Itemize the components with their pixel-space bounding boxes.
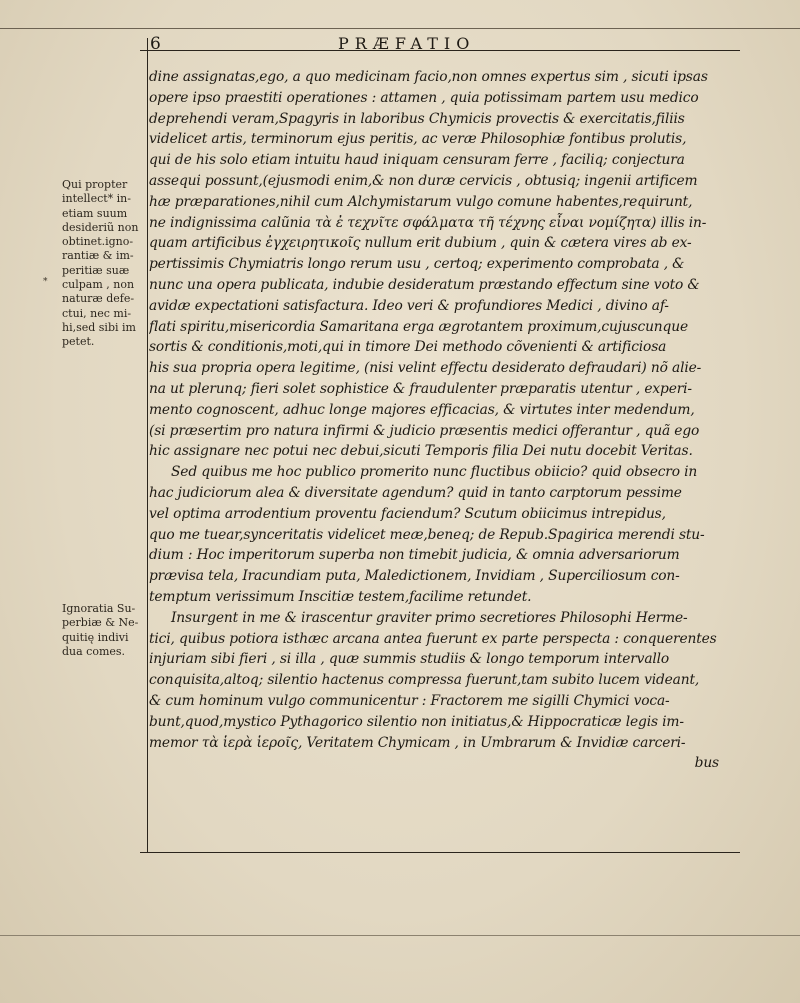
text-line: assequi possunt,(ejusmodi enim,& non duræ cervicis , obtusiq; ingenii artificem <box>149 172 698 189</box>
text-line: memor τὰ ἱερὰ ἱεροῖς, Veritatem Chymicam , in Umbrarum & Invidiæ carceri- <box>149 734 686 751</box>
text-line: ne indignissima calũnia τὰ ἐ τεχνῖτε σφάλματα τῆ τέχνης εἶναι νομίζητα) illis in- <box>149 214 707 231</box>
text-line: conquisita,altoq; silentio hactenus compressa fuerunt,tam subito lucem videant, <box>149 672 700 689</box>
text-line: qui de his solo etiam intuitu haud iniquam censuram ferre , faciliq; conjectura <box>149 152 685 169</box>
margin-note-line: etiam suum <box>62 206 128 220</box>
margin-note-line: rantiæ & im- <box>62 249 134 263</box>
text-line: injuriam sibi fieri , si illa , quæ summis studiis & longo temporum intervallo <box>149 651 670 668</box>
text-line: tici, quibus potiora isthæc arcana antea fuerunt ex parte perspecta : conquerentes <box>149 630 717 647</box>
text-line: na ut plerunq; fieri solet sophistice & fraudulenter præparatis utentur , experi- <box>149 380 692 397</box>
text-line: hac judiciorum alea & diversitate agendum? quid in tanto carptorum pessime <box>149 484 682 501</box>
margin-note-line: Qui propter <box>62 178 128 191</box>
margin-asterisk-mark: * <box>43 277 48 287</box>
margin-note-line: intellect* in- <box>62 192 131 206</box>
text-line: dium : Hoc imperitorum superba non timebit judicia, & omnia adversariorum <box>149 547 680 564</box>
running-head: PRÆFATIO <box>338 34 476 53</box>
text-line: his sua propria opera legitime, (nisi velint effectu desiderato defraudari) nõ alie- <box>149 360 702 377</box>
text-line: prævisa tela, Iracundiam puta, Maledictionem, Invidiam , Superciliosum con- <box>149 568 680 585</box>
text-line: flati spiritu,misericordia Samaritana erga ægrotantem proximum,cujuscunque <box>149 318 688 335</box>
margin-note-line: Ignoratia Su- <box>62 602 136 615</box>
margin-note-line: hi,sed sibi im <box>62 320 136 334</box>
text-line: mento cognoscent, adhuc longe majores efficacias, & virtutes inter medendum, <box>149 401 695 418</box>
text-line: quo me tuear,synceritatis videlicet meæ,beneq; de Repub.Spagirica merendi stu- <box>149 526 705 543</box>
margin-note-line: ctui, nec mi- <box>62 306 132 320</box>
margin-note-line: dua comes. <box>62 644 126 658</box>
body-text <box>149 67 729 774</box>
margin-note-2 <box>62 602 146 659</box>
bottom-edge-rule <box>0 935 800 936</box>
text-line: dine assignatas,ego, a quo medicinam facio,non omnes expertus sim , sicuti ipsas <box>149 69 708 85</box>
text-line: hic assignare nec potui nec debui,sicuti Temporis filia Dei nutu docebit Veritas. <box>149 443 693 460</box>
text-line: avidæ expectationi satisfactura. Ideo veri & profundiores Medici , divino af- <box>149 297 669 314</box>
top-edge-rule <box>0 28 800 29</box>
margin-column-rule <box>147 38 148 853</box>
text-line: bunt,quod,mystico Pythagorico silentio non initiatus,& Hippocraticæ legis im- <box>149 713 684 730</box>
text-line: nunc una opera publicata, indubie desideratum præstando effectum sine voto & <box>149 276 700 293</box>
text-line: hæ præparationes,nihil cum Alchymistarum vulgo comune habentes,requirunt, <box>149 193 693 210</box>
margin-note-line: desideriũ non <box>62 220 139 234</box>
text-line: quam artificibus ἐγχειρητικοῖς nullum erit dubium , quin & cætera vires ab ex- <box>149 235 692 252</box>
margin-note-1 <box>62 178 146 350</box>
text-line: (si præsertim pro natura infirmi & judicio præsentis medici offerantur , quã ego <box>149 422 700 439</box>
text-line: opere ipso praestiti operationes : attamen , quia potissimam partem usu medico <box>149 89 699 106</box>
text-line: pertissimis Chymiatris longo rerum usu , certoq; experimento comprobata , & <box>149 256 685 273</box>
margin-note-line: quitię indivi <box>62 630 129 644</box>
page-number: 6 <box>150 34 161 54</box>
margin-note-line: perbiæ & Ne- <box>62 616 139 630</box>
margin-note-line: petet. <box>62 335 95 349</box>
margin-note-line: naturæ defe- <box>62 292 135 306</box>
text-line: deprehendi veram,Spagyris in laboribus Chymicis provectis & exercitatis,filiis <box>149 110 685 127</box>
text-line: videlicet artis, terminorum ejus peritis, ac veræ Philosophiæ fontibus prolutis, <box>149 131 687 148</box>
margin-note-line: culpam , non <box>62 278 135 292</box>
text-block-bottom-rule <box>140 852 740 853</box>
margin-note-line: obtinet.igno- <box>62 235 134 249</box>
text-line: Insurgent in me & irascentur graviter primo secretiores Philosophi Herme- <box>171 609 688 626</box>
text-line: temptum verissimum Inscitiæ testem,facilime retundet. <box>149 588 532 605</box>
text-line: sortis & conditionis,moti,qui in timore Dei methodo cõvenienti & artificiosa <box>149 339 667 356</box>
text-line: & cum hominum vulgo communicentur : Fractorem me sigilli Chymici voca- <box>149 692 670 709</box>
text-line: vel optima arrodentium proventu faciendum? Scutum obiicimus intrepidus, <box>149 505 666 522</box>
text-line: Sed quibus me hoc publico promerito nunc fluctibus obiicio? quid obsecro in <box>171 464 698 481</box>
margin-note-line: peritiæ suæ <box>62 263 130 277</box>
text-line: bus <box>694 755 719 772</box>
